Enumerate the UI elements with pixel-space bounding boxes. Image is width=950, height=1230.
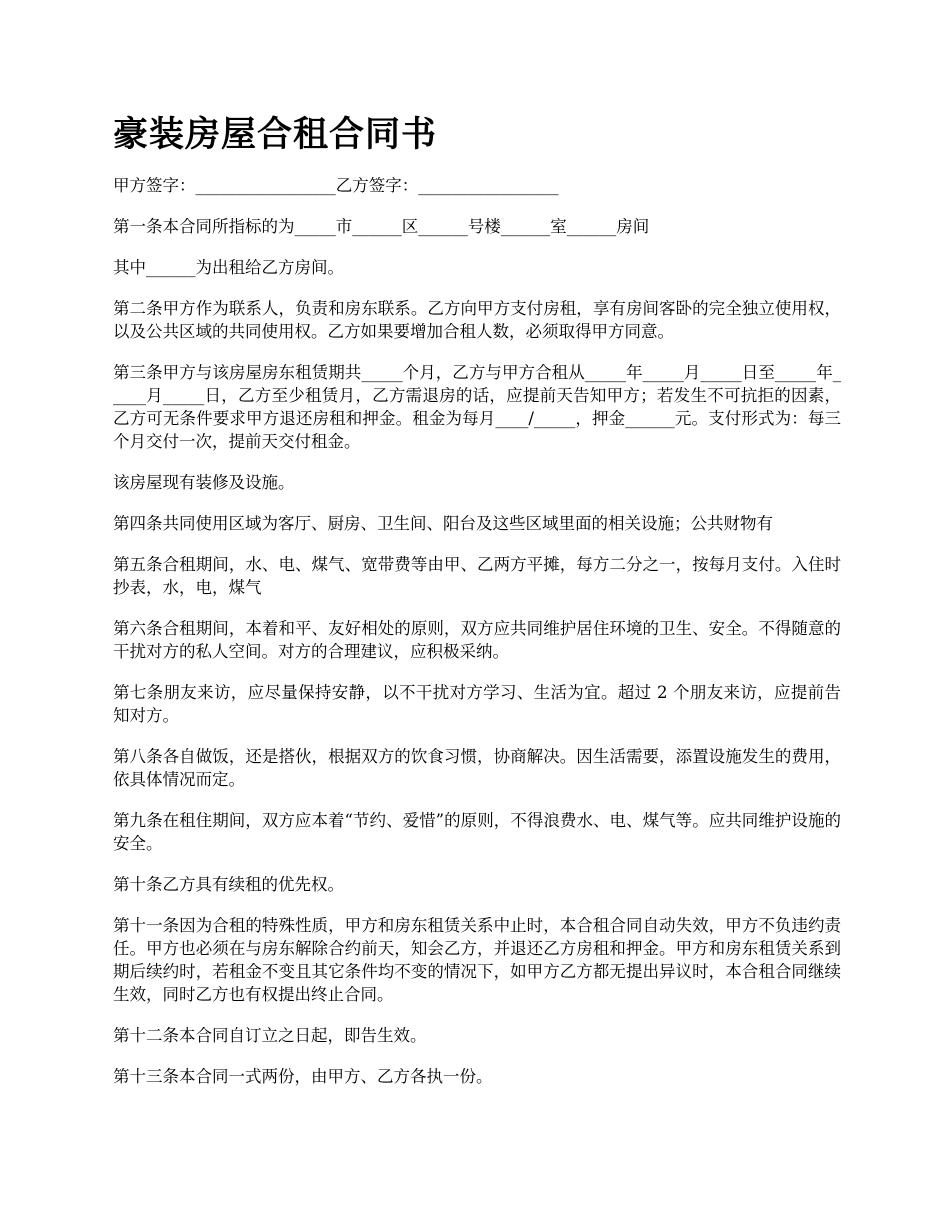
clause-3: 第三条甲方与该房屋房东租赁期共_____个月，乙方与甲方合租从_____年_____月_____日至_____年_____月_____日，乙方至少租赁月，乙方需退房的话，应提前天告知甲方；若发生不可抗拒的因素，乙方可无条件要求甲方退还房租和押金。租金为每月____/_____，押金______元。支付形式为：每三个月交付一次，提前天交付租金。 bbox=[113, 363, 841, 451]
clause-8: 第八条各自做饭，还是搭伙，根据双方的饮食习惯，协商解决。因生活需要，添置设施发生的费用，依具体情况而定。 bbox=[113, 747, 841, 789]
clause-2: 第二条甲方作为联系人，负责和房东联系。乙方向甲方支付房租，享有房间客卧的完全独立使用权，以及公共区域的共同使用权。乙方如果要增加合租人数，必须取得甲方同意。 bbox=[113, 299, 841, 341]
document-title: 豪装房屋合租合同书 bbox=[113, 115, 438, 155]
clause-1: 第一条本合同所指标的为_____市______区______号楼______室______房间 bbox=[113, 217, 650, 236]
clause-4: 第四条共同使用区域为客厅、厨房、卫生间、阳台及这些区域里面的相关设施；公共财物有 bbox=[113, 514, 773, 533]
clause-5: 第五条合租期间，水、电、煤气、宽带费等由甲、乙两方平摊，每方二分之一，按每月支付。入住时抄表，水，电，煤气 bbox=[113, 555, 841, 597]
document-body bbox=[113, 174, 841, 1106]
clause-1-room: 其中______为出租给乙方房间。 bbox=[113, 258, 344, 277]
clause-13: 第十三条本合同一式两份，由甲方、乙方各执一份。 bbox=[113, 1067, 493, 1086]
clause-6: 第六条合租期间，本着和平、友好相处的原则，双方应共同维护居住环境的卫生、安全。不得随意的干扰对方的私人空间。对方的合理建议，应积极采纳。 bbox=[113, 619, 841, 661]
clause-12: 第十二条本合同自订立之日起，即告生效。 bbox=[113, 1026, 427, 1045]
signature-line: 甲方签字：_________________乙方签字：_________________ bbox=[113, 176, 559, 195]
facilities-note: 该房屋现有装修及设施。 bbox=[113, 473, 295, 492]
clause-10: 第十条乙方具有续租的优先权。 bbox=[113, 875, 344, 894]
clause-11: 第十一条因为合租的特殊性质，甲方和房东租赁关系中止时，本合租合同自动失效，甲方不负违约责任。甲方也必须在与房东解除合约前天，知会乙方，并退还乙方房租和押金。甲方和房东租赁关系到期后续约时，若租金不变且其它条件均不变的情况下，如甲方乙方都无提出异议时，本合租合同继续生效，同时乙方也有权提出终止合同。 bbox=[113, 916, 841, 1004]
clause-9: 第九条在租住期间，双方应本着“节约、爱惜”的原则，不得浪费水、电、煤气等。应共同维护设施的安全。 bbox=[113, 811, 841, 853]
clause-7: 第七条朋友来访，应尽量保持安静，以不干扰对方学习、生活为宜。超过 2 个朋友来访，应提前告知对方。 bbox=[113, 683, 841, 725]
